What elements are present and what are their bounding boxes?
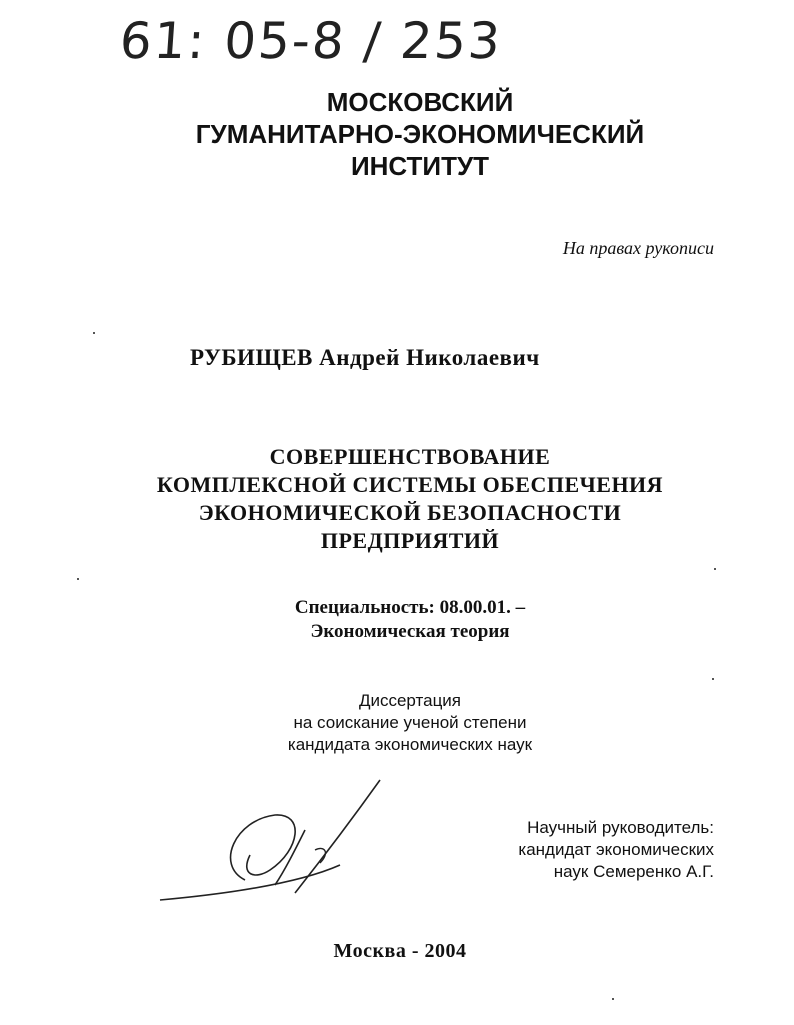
title-line-4: ПРЕДПРИЯТИЙ bbox=[320, 528, 500, 553]
dissertation-line-1: Диссертация bbox=[358, 691, 462, 710]
advisor-line-3: наук Семеренко А.Г. bbox=[553, 862, 714, 881]
institute-line-1: МОСКОВСКИЙ bbox=[326, 87, 514, 117]
advisor-line-1: Научный руководитель: bbox=[527, 818, 714, 837]
title-line-2: КОМПЛЕКСНОЙ СИСТЕМЫ ОБЕСПЕЧЕНИЯ bbox=[156, 472, 664, 497]
scan-speck bbox=[714, 568, 716, 570]
specialty-line-1: Специальность: 08.00.01. – bbox=[294, 597, 526, 618]
scan-speck bbox=[93, 332, 95, 334]
scan-speck bbox=[77, 578, 79, 580]
author-name: РУБИЩЕВ Андрей Николаевич bbox=[190, 345, 540, 370]
title-line-3: ЭКОНОМИЧЕСКОЙ БЕЗОПАСНОСТИ bbox=[198, 500, 622, 525]
scan-speck bbox=[712, 678, 714, 680]
advisor-line-2: кандидат экономических bbox=[518, 840, 714, 859]
dissertation-line-2: на соискание ученой степени bbox=[293, 713, 527, 732]
institute-line-2: ГУМАНИТАРНО-ЭКОНОМИЧЕСКИЙ bbox=[195, 119, 645, 149]
signature-icon bbox=[155, 775, 395, 915]
scan-speck bbox=[612, 998, 614, 1000]
rights-note: На правах рукописи bbox=[562, 238, 714, 258]
title-line-1: СОВЕРШЕНСТВОВАНИЕ bbox=[269, 444, 551, 469]
specialty-line-2: Экономическая теория bbox=[310, 621, 510, 642]
city-year: Москва - 2004 bbox=[333, 940, 467, 962]
handwritten-catalog-mark bbox=[117, 12, 520, 92]
dissertation-line-3: кандидата экономических наук bbox=[287, 735, 533, 754]
catalog-mark-text: 61: 05-8 / 253 bbox=[117, 12, 504, 70]
institute-line-3: ИНСТИТУТ bbox=[350, 151, 490, 181]
